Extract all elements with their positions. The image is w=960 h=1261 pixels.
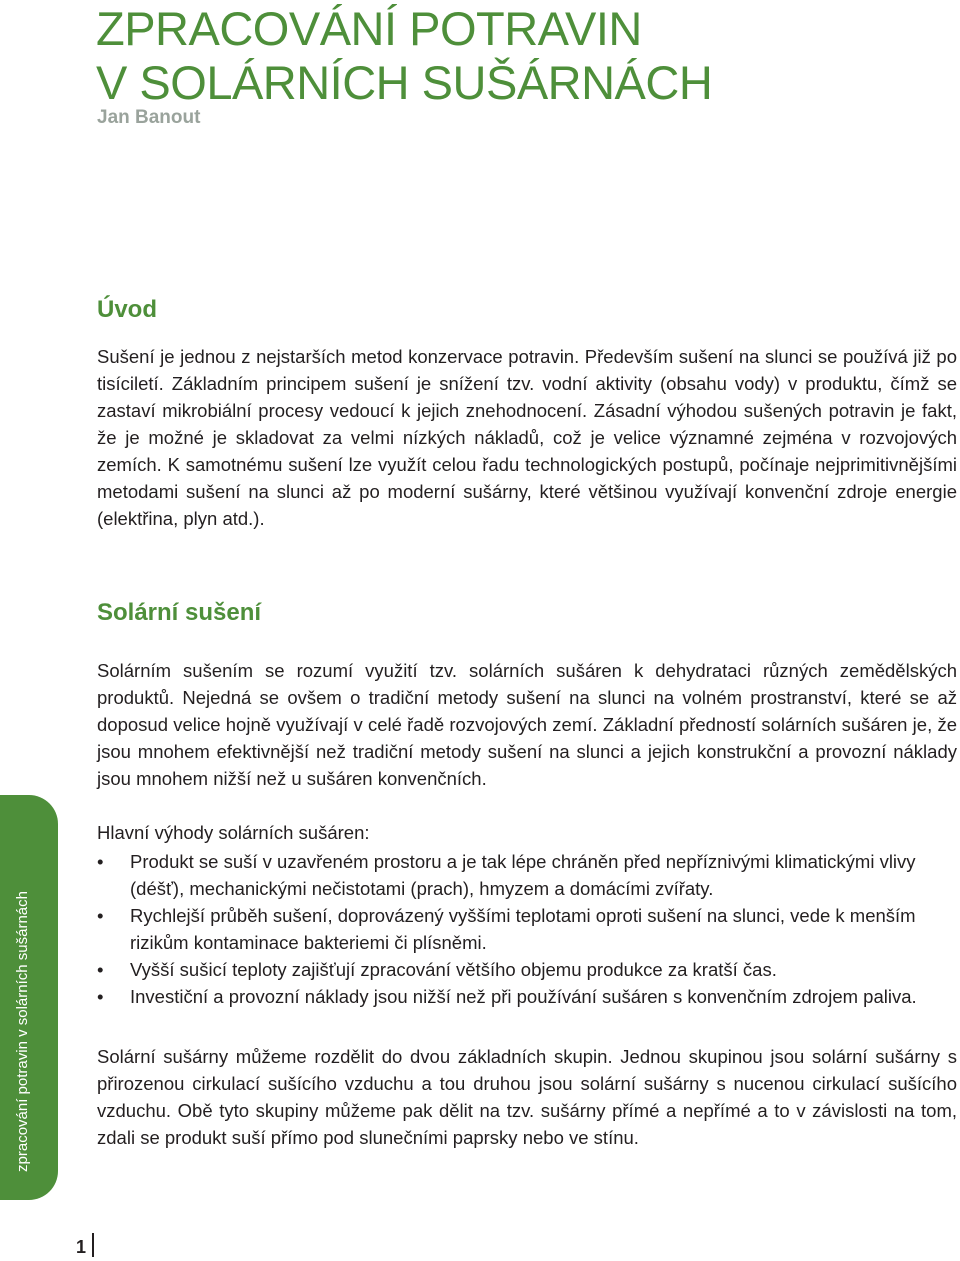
author-name: Jan Banout <box>97 107 201 128</box>
paragraph-dryer-types: Solární sušárny můžeme rozdělit do dvou základních skupin. Jednou skupinou jsou solární sušárny s přirozenou cirkulací sušícího vzduchu a tou druhou jsou solární sušárny s nucenou cirkulací sušícího vzduchu. Obě tyto skupiny můžeme pak dělit na tzv. sušárny přímé a nepřímé a to v závislosti na tom, zdali se produkt suší přímo pod slunečními paprsky nebo ve stínu. <box>97 1046 957 1148</box>
list-item-text: Investiční a provozní náklady jsou nižší než při používání sušáren s konvenčním zdrojem paliva. <box>130 986 917 1007</box>
list-item-text: Produkt se suší v uzavřeném prostoru a je tak lépe chráněn před nepříznivými klimatickými vlivy (déšť), mechanickými nečistotami (prach), hmyzem a domácími zvířaty. <box>130 851 916 899</box>
page-number: 1 <box>76 1237 87 1257</box>
title-line-2: V SOLÁRNÍCH SUŠÁRNÁCH <box>96 56 713 109</box>
page-number-divider <box>92 1233 94 1257</box>
paragraph-uvod: Sušení je jednou z nejstarších metod konzervace potravin. Především sušení na slunci se používá již po tisíciletí. Základním principem sušení je snížení tzv. vodní aktivity (obsahu vody) v produktu, čímž se zastaví mikrobiální procesy vedoucí k jejich znehodnocení. Zásadní výhodou sušených potravin je fakt, že je možné je skladovat za velmi nízkých nákladů, což je velice významné zejména v rozvojových zemích. K samotnému sušení lze využít celou řadu technologických postupů, počínaje nejprimitivnějšími metodami sušení na slunci až po moderní sušárny, které většinou využívají konvenční zdroje energie (elektřina, plyn atd.). <box>97 346 957 529</box>
list-item-text: Vyšší sušicí teploty zajišťují zpracování většího objemu produkce za kratší čas. <box>130 959 777 980</box>
document-title <box>96 2 916 110</box>
list-item <box>97 956 957 983</box>
advantages-intro: Hlavní výhody solárních sušáren: <box>97 822 370 843</box>
bullet-icon: • <box>97 851 104 872</box>
side-tab <box>0 795 58 1200</box>
heading-solarni-suseni: Solární sušení <box>97 599 262 626</box>
title-line-1: ZPRACOVÁNÍ POTRAVIN <box>96 2 642 55</box>
list-item <box>97 848 957 902</box>
list-item-text: Rychlejší průběh sušení, doprovázený vyššími teplotami oproti sušení na slunci, vede k menším rizikům kontaminace bakteriemi či plísněmi. <box>130 905 916 953</box>
heading-uvod: Úvod <box>97 296 157 323</box>
bullet-icon: • <box>97 959 104 980</box>
list-item <box>97 983 957 1010</box>
bullet-icon: • <box>97 905 104 926</box>
paragraph-solarni-definition: Solárním sušením se rozumí využití tzv. solárních sušáren k dehydrataci různých zemědělských produktů. Nejedná se ovšem o tradiční metody sušení na slunci na volném prostranství, které se až doposud velice hojně využívají v celé řadě rozvojových zemí. Základní předností solárních sušáren je, že jsou mnohem efektivnější než tradiční metody sušení na slunci a jejich konstrukční a provozní náklady jsou mnohem nižší než u sušáren konvenčních. <box>97 660 957 789</box>
list-item <box>97 902 957 956</box>
side-tab-label: zpracování potravin v solárních sušárnách <box>14 891 31 1172</box>
advantages-list <box>97 848 957 1010</box>
bullet-icon: • <box>97 986 104 1007</box>
